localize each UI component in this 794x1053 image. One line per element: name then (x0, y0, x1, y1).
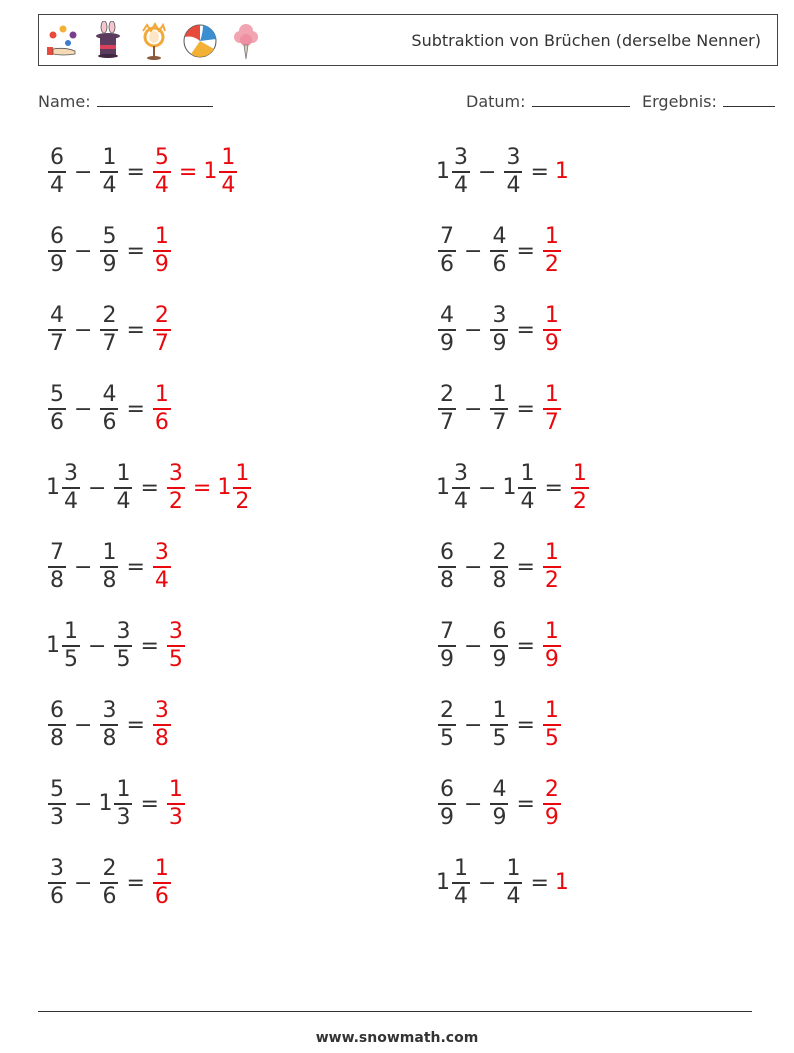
equals-sign: = (516, 396, 535, 422)
answer-numerator: 2 (154, 303, 169, 328)
simplified-answer-numerator: 1 (235, 461, 250, 486)
result-field[interactable] (642, 92, 775, 111)
problem-item (436, 695, 563, 755)
minuend-fraction (438, 224, 456, 278)
minuend-fraction (48, 145, 66, 199)
subtrahend-numerator: 1 (102, 540, 117, 565)
answer-numerator: 5 (154, 145, 169, 170)
minuend-denominator: 5 (64, 647, 78, 672)
subtrahend-denominator: 8 (492, 568, 507, 593)
answer-fraction (153, 382, 171, 436)
problem-item (436, 774, 563, 834)
answer (555, 870, 569, 896)
answer-equals-sign: = (192, 475, 212, 501)
subtrahend-denominator: 9 (102, 252, 117, 277)
minuend-fraction (452, 856, 470, 910)
minus-sign: − (464, 396, 483, 422)
juggling-balls-icon (43, 21, 81, 61)
simplified-answer-fraction (219, 145, 237, 199)
minuend-denominator: 6 (440, 252, 454, 277)
minuend-denominator: 5 (440, 726, 454, 751)
subtrahend-denominator: 4 (102, 173, 117, 198)
minuend-denominator: 8 (50, 568, 64, 593)
subtrahend-denominator: 4 (520, 489, 535, 514)
simplified-answer-whole: 1 (217, 475, 232, 500)
subtrahend-denominator: 7 (102, 331, 117, 356)
answer-denominator: 7 (154, 331, 169, 356)
minuend-denominator: 7 (440, 410, 454, 435)
answer-numerator: 1 (154, 224, 169, 249)
hoop-stand-icon (135, 21, 173, 61)
simplified-answer-fraction (233, 461, 251, 515)
answer-denominator: 8 (154, 726, 169, 751)
answer-denominator: 2 (544, 568, 559, 593)
minuend-numerator: 6 (440, 540, 454, 565)
minuend-numerator: 1 (454, 856, 468, 881)
answer (165, 461, 253, 515)
date-field[interactable] (466, 92, 630, 111)
answer-fraction (153, 698, 171, 752)
minus-sign: − (74, 396, 93, 422)
answer-denominator: 9 (154, 252, 169, 277)
answer-fraction (153, 540, 171, 594)
equals-sign: = (530, 159, 549, 185)
subtrahend-fraction (490, 540, 508, 594)
subtrahend-fraction (490, 382, 508, 436)
minuend-numerator: 6 (440, 777, 454, 802)
answer-fraction (153, 303, 171, 357)
answer-numerator: 1 (544, 303, 559, 328)
minuend-numerator: 4 (50, 303, 64, 328)
problem-item (436, 853, 569, 913)
equals-sign: = (126, 554, 145, 580)
minuend-denominator: 9 (440, 647, 454, 672)
minuend-fraction (438, 303, 456, 357)
problem-item (436, 300, 563, 360)
answer-numerator: 1 (572, 461, 587, 486)
minuend-numerator: 5 (50, 382, 64, 407)
name-blank[interactable] (97, 105, 213, 107)
minuend-denominator: 3 (50, 805, 64, 830)
minus-sign: − (74, 159, 93, 185)
subtrahend-fraction (490, 698, 508, 752)
equals-sign: = (126, 712, 145, 738)
answer (151, 698, 173, 752)
subtrahend-fraction (490, 619, 508, 673)
answer (541, 619, 563, 673)
problem-item (46, 221, 173, 281)
equals-sign: = (530, 870, 549, 896)
subtrahend-numerator: 4 (492, 777, 507, 802)
equals-sign: = (544, 475, 563, 501)
problem-item (46, 853, 173, 913)
subtrahend-numerator: 2 (102, 303, 117, 328)
subtrahend-numerator: 1 (520, 461, 535, 486)
answer-denominator: 5 (168, 647, 183, 672)
subtrahend-denominator: 6 (492, 252, 507, 277)
answer (151, 224, 173, 278)
minus-sign: − (464, 712, 483, 738)
minuend-numerator: 3 (454, 145, 468, 170)
answer-numerator: 3 (168, 619, 183, 644)
answer (569, 461, 591, 515)
minuend-denominator: 8 (50, 726, 64, 751)
minus-sign: − (74, 317, 93, 343)
answer-denominator: 2 (168, 489, 183, 514)
footer-divider (38, 1011, 752, 1012)
minuend-numerator: 3 (454, 461, 468, 486)
minuend-denominator: 9 (440, 331, 454, 356)
minuend-numerator: 4 (440, 303, 454, 328)
subtrahend-denominator: 6 (102, 410, 117, 435)
simplified-answer-numerator: 1 (221, 145, 236, 170)
magic-hat-icon (89, 21, 127, 61)
answer (151, 303, 173, 357)
cotton-candy-icon (227, 21, 265, 61)
minuend-whole: 1 (436, 159, 450, 184)
result-label: Ergebnis: (642, 92, 717, 111)
equals-sign: = (126, 238, 145, 264)
answer-fraction (167, 461, 185, 515)
answer (541, 303, 563, 357)
equals-sign: = (516, 712, 535, 738)
problem-item (436, 537, 563, 597)
minus-sign: − (74, 238, 93, 264)
minuend-fraction (62, 619, 80, 673)
answer (541, 777, 563, 831)
subtrahend-whole: 1 (98, 791, 113, 816)
minuend-fraction (48, 698, 66, 752)
answer-whole: 1 (554, 159, 569, 184)
subtrahend-numerator: 1 (506, 856, 521, 881)
minus-sign: − (464, 554, 483, 580)
footer-site: www.snowmath.com (315, 1030, 479, 1046)
answer-fraction (543, 224, 561, 278)
subtrahend-fraction (490, 777, 508, 831)
minuend-whole: 1 (436, 870, 450, 895)
minus-sign: − (74, 554, 93, 580)
subtrahend-numerator: 1 (116, 777, 131, 802)
equals-sign: = (126, 159, 145, 185)
minuend-denominator: 6 (50, 410, 64, 435)
minuend-denominator: 4 (454, 884, 468, 909)
answer-denominator: 3 (168, 805, 183, 830)
answer-denominator: 4 (154, 173, 169, 198)
answer (165, 619, 187, 673)
answer-denominator: 9 (544, 805, 559, 830)
minus-sign: − (464, 238, 483, 264)
answer-whole: 1 (554, 870, 569, 895)
problem-item (436, 458, 591, 518)
minuend-denominator: 8 (440, 568, 454, 593)
minuend-numerator: 2 (440, 382, 454, 407)
subtrahend-denominator: 5 (116, 647, 131, 672)
answer-denominator: 6 (154, 884, 169, 909)
simplified-answer-denominator: 2 (235, 489, 250, 514)
subtrahend-denominator: 4 (116, 489, 131, 514)
minuend-fraction (62, 461, 80, 515)
minuend-denominator: 4 (50, 173, 64, 198)
minuend-whole: 1 (46, 633, 60, 658)
minuend-denominator: 4 (454, 173, 468, 198)
simplified-answer-denominator: 4 (221, 173, 236, 198)
minus-sign: − (464, 791, 483, 817)
simplified-answer-whole: 1 (203, 159, 218, 184)
problem-item (436, 616, 563, 676)
subtrahend-fraction (114, 461, 132, 515)
subtrahend-denominator: 9 (492, 331, 507, 356)
answer-numerator: 3 (154, 540, 169, 565)
name-field[interactable] (38, 92, 213, 111)
answer-numerator: 1 (544, 698, 559, 723)
answer-numerator: 1 (544, 619, 559, 644)
minuend-fraction (438, 619, 456, 673)
problem-item (46, 616, 187, 676)
minuend-whole: 1 (436, 475, 450, 500)
subtrahend-fraction (518, 461, 536, 515)
subtrahend-fraction (100, 540, 118, 594)
problem-item (46, 458, 253, 518)
minuend-whole: 1 (46, 475, 60, 500)
answer-equals-sign: = (178, 159, 198, 185)
minus-sign: − (478, 870, 497, 896)
answer (541, 382, 563, 436)
answer (541, 698, 563, 752)
subtrahend-fraction (114, 619, 132, 673)
minus-sign: − (478, 475, 497, 501)
answer (151, 382, 173, 436)
answer-fraction (543, 540, 561, 594)
subtrahend-numerator: 1 (492, 698, 507, 723)
date-blank[interactable] (532, 105, 630, 107)
minuend-denominator: 7 (50, 331, 64, 356)
minus-sign: − (74, 791, 93, 817)
minuend-fraction (48, 303, 66, 357)
subtrahend-fraction (100, 382, 118, 436)
answer-denominator: 2 (572, 489, 587, 514)
minuend-numerator: 7 (50, 540, 64, 565)
subtrahend-denominator: 3 (116, 805, 131, 830)
answer-numerator: 1 (154, 856, 169, 881)
answer (151, 145, 239, 199)
answer-numerator: 3 (168, 461, 183, 486)
minuend-fraction (438, 777, 456, 831)
minuend-fraction (452, 145, 470, 199)
equals-sign: = (126, 396, 145, 422)
subtrahend-denominator: 5 (492, 726, 507, 751)
subtrahend-whole: 1 (502, 475, 517, 500)
subtrahend-numerator: 1 (102, 145, 117, 170)
minuend-denominator: 4 (64, 489, 78, 514)
equals-sign: = (516, 238, 535, 264)
subtrahend-denominator: 4 (506, 884, 521, 909)
answer-fraction (543, 698, 561, 752)
minuend-numerator: 3 (64, 461, 78, 486)
answer-denominator: 9 (544, 647, 559, 672)
minuend-numerator: 7 (440, 619, 454, 644)
minuend-fraction (48, 856, 66, 910)
answer (541, 540, 563, 594)
minuend-denominator: 9 (50, 252, 64, 277)
subtrahend-numerator: 3 (102, 698, 117, 723)
minuend-denominator: 9 (440, 805, 454, 830)
minuend-fraction (438, 540, 456, 594)
subtrahend-numerator: 1 (492, 382, 507, 407)
subtrahend-numerator: 3 (506, 145, 521, 170)
problem-item (46, 537, 173, 597)
subtrahend-fraction (100, 145, 118, 199)
answer (555, 159, 569, 185)
minus-sign: − (74, 712, 93, 738)
minus-sign: − (74, 870, 93, 896)
subtrahend-numerator: 5 (102, 224, 117, 249)
beach-ball-icon (181, 21, 219, 61)
answer-numerator: 3 (154, 698, 169, 723)
equals-sign: = (516, 317, 535, 343)
name-label: Name: (38, 92, 91, 111)
subtrahend-denominator: 6 (102, 884, 117, 909)
answer-fraction (543, 777, 561, 831)
minus-sign: − (464, 633, 483, 659)
answer (151, 540, 173, 594)
subtrahend-numerator: 3 (492, 303, 507, 328)
equals-sign: = (516, 554, 535, 580)
subtrahend-numerator: 3 (116, 619, 131, 644)
answer-fraction (571, 461, 589, 515)
subtrahend-fraction (490, 224, 508, 278)
minuend-fraction (438, 382, 456, 436)
equals-sign: = (140, 475, 159, 501)
answer-denominator: 5 (544, 726, 559, 751)
subtrahend-denominator: 8 (102, 568, 117, 593)
answer-denominator: 7 (544, 410, 559, 435)
minuend-fraction (452, 461, 470, 515)
subtrahend-denominator: 4 (506, 173, 521, 198)
answer-numerator: 1 (544, 540, 559, 565)
subtrahend-denominator: 8 (102, 726, 117, 751)
subtrahend-numerator: 1 (116, 461, 131, 486)
subtrahend-denominator: 9 (492, 647, 507, 672)
result-blank[interactable] (723, 105, 775, 107)
problem-item (436, 221, 563, 281)
subtrahend-fraction (504, 145, 522, 199)
minuend-numerator: 6 (50, 698, 64, 723)
answer (165, 777, 187, 831)
answer-numerator: 1 (168, 777, 183, 802)
equals-sign: = (126, 317, 145, 343)
minus-sign: − (88, 475, 107, 501)
minuend-numerator: 7 (440, 224, 454, 249)
answer-denominator: 2 (544, 252, 559, 277)
answer-denominator: 6 (154, 410, 169, 435)
subtrahend-fraction (100, 856, 118, 910)
answer-fraction (153, 856, 171, 910)
answer-fraction (167, 777, 185, 831)
subtrahend-fraction (490, 303, 508, 357)
answer-denominator: 4 (154, 568, 169, 593)
minuend-numerator: 1 (64, 619, 78, 644)
minuend-fraction (48, 777, 66, 831)
minuend-fraction (48, 382, 66, 436)
problem-item (46, 142, 239, 202)
problem-item (46, 379, 173, 439)
icon-strip (43, 21, 265, 61)
minus-sign: − (88, 633, 107, 659)
answer-numerator: 2 (544, 777, 559, 802)
equals-sign: = (140, 791, 159, 817)
minuend-denominator: 6 (50, 884, 64, 909)
subtrahend-fraction (100, 224, 118, 278)
problem-item (46, 774, 187, 834)
answer-fraction (543, 619, 561, 673)
answer-numerator: 1 (544, 224, 559, 249)
subtrahend-numerator: 6 (492, 619, 507, 644)
minuend-numerator: 2 (440, 698, 454, 723)
subtrahend-denominator: 9 (492, 805, 507, 830)
minuend-fraction (438, 698, 456, 752)
subtrahend-numerator: 2 (492, 540, 507, 565)
minuend-numerator: 6 (50, 224, 64, 249)
equals-sign: = (516, 633, 535, 659)
equals-sign: = (516, 791, 535, 817)
answer-fraction (153, 145, 171, 199)
subtrahend-fraction (100, 698, 118, 752)
minus-sign: − (478, 159, 497, 185)
answer-numerator: 1 (154, 382, 169, 407)
minus-sign: − (464, 317, 483, 343)
equals-sign: = (140, 633, 159, 659)
subtrahend-denominator: 7 (492, 410, 507, 435)
problem-item (436, 379, 563, 439)
answer-fraction (543, 303, 561, 357)
answer-numerator: 1 (544, 382, 559, 407)
subtrahend-fraction (100, 303, 118, 357)
subtrahend-numerator: 4 (102, 382, 117, 407)
answer-fraction (543, 382, 561, 436)
answer (541, 224, 563, 278)
subtrahend-numerator: 4 (492, 224, 507, 249)
problem-item (436, 142, 569, 202)
date-label: Datum: (466, 92, 526, 111)
minuend-denominator: 4 (454, 489, 468, 514)
answer-fraction (153, 224, 171, 278)
subtrahend-fraction (114, 777, 132, 831)
answer-denominator: 9 (544, 331, 559, 356)
minuend-fraction (48, 540, 66, 594)
problem-item (46, 695, 173, 755)
worksheet-title: Subtraktion von Brüchen (derselbe Nenner) (411, 31, 761, 50)
minuend-numerator: 6 (50, 145, 64, 170)
equals-sign: = (126, 870, 145, 896)
header-box (38, 14, 778, 66)
answer-fraction (167, 619, 185, 673)
subtrahend-fraction (504, 856, 522, 910)
minuend-fraction (48, 224, 66, 278)
answer (151, 856, 173, 910)
subtrahend-numerator: 2 (102, 856, 117, 881)
minuend-numerator: 5 (50, 777, 64, 802)
minuend-numerator: 3 (50, 856, 64, 881)
problem-item (46, 300, 173, 360)
